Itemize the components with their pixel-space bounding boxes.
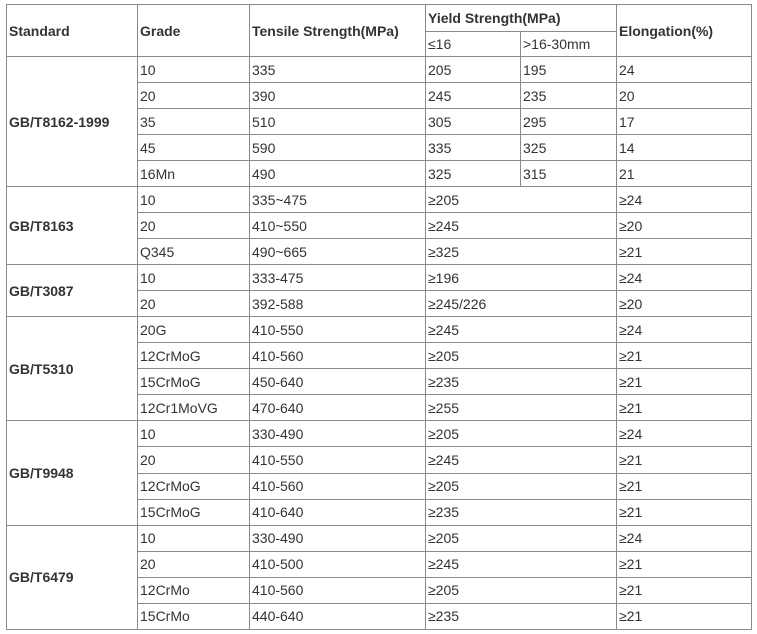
tensile-cell: 510 [250,109,426,135]
tensile-cell: 330-490 [250,421,426,447]
yield-cell: ≥235 [426,369,617,395]
yield-16-30-cell: 195 [521,57,617,83]
tensile-cell: 390 [250,83,426,109]
elongation-cell: ≥21 [617,499,752,525]
header-tensile-strength: Tensile Strength(MPa) [250,5,426,57]
grade-cell: 15CrMo [138,603,250,629]
yield-cell: ≥245 [426,317,617,343]
grade-cell: 10 [138,265,250,291]
tensile-cell: 410-640 [250,499,426,525]
tensile-cell: 410-500 [250,551,426,577]
standard-cell: GB/T5310 [7,317,138,421]
elongation-cell: ≥24 [617,525,752,551]
standard-cell: GB/T3087 [7,265,138,317]
elongation-cell: ≥20 [617,291,752,317]
tensile-cell: 410~550 [250,213,426,239]
grade-cell: 45 [138,135,250,161]
grade-cell: 15CrMoG [138,499,250,525]
table-row [7,317,752,343]
yield-16-30-cell: 295 [521,109,617,135]
grade-cell: 10 [138,525,250,551]
table-row [7,265,752,291]
tensile-cell: 470-640 [250,395,426,421]
grade-cell: 12CrMoG [138,473,250,499]
tensile-cell: 392-588 [250,291,426,317]
standard-cell: GB/T6479 [7,525,138,629]
grade-cell: 12CrMo [138,577,250,603]
elongation-cell: ≥24 [617,187,752,213]
yield-le16-cell: 305 [426,109,521,135]
tensile-cell: 330-490 [250,525,426,551]
elongation-cell: ≥21 [617,577,752,603]
elongation-cell: 20 [617,83,752,109]
yield-cell: ≥205 [426,473,617,499]
grade-cell: 10 [138,187,250,213]
grade-cell: 35 [138,109,250,135]
elongation-cell: ≥24 [617,317,752,343]
elongation-cell: 21 [617,161,752,187]
elongation-cell: ≥21 [617,551,752,577]
grade-cell: 20 [138,213,250,239]
tensile-cell: 490~665 [250,239,426,265]
grade-cell: 20 [138,291,250,317]
grade-cell: 20 [138,447,250,473]
elongation-cell: ≥21 [617,239,752,265]
yield-cell: ≥205 [426,187,617,213]
standard-cell: GB/T8162-1999 [7,57,138,187]
yield-cell: ≥196 [426,265,617,291]
header-grade: Grade [138,5,250,57]
elongation-cell: ≥21 [617,473,752,499]
yield-cell: ≥255 [426,395,617,421]
grade-cell: 16Mn [138,161,250,187]
yield-16-30-cell: 325 [521,135,617,161]
yield-16-30-cell: 235 [521,83,617,109]
yield-le16-cell: 325 [426,161,521,187]
tensile-cell: 410-550 [250,447,426,473]
yield-cell: ≥245 [426,213,617,239]
grade-cell: Q345 [138,239,250,265]
table-row [7,525,752,551]
table-row [7,421,752,447]
elongation-cell: ≥21 [617,447,752,473]
tensile-cell: 410-560 [250,343,426,369]
tensile-cell: 333-475 [250,265,426,291]
elongation-cell: ≥21 [617,395,752,421]
header-standard: Standard [7,5,138,57]
grade-cell: 10 [138,421,250,447]
grade-cell: 20G [138,317,250,343]
tensile-cell: 440-640 [250,603,426,629]
header-row [7,5,752,32]
tensile-cell: 490 [250,161,426,187]
yield-cell: ≥205 [426,343,617,369]
elongation-cell: ≥20 [617,213,752,239]
elongation-cell: 14 [617,135,752,161]
grade-cell: 12CrMoG [138,343,250,369]
standard-cell: GB/T9948 [7,421,138,525]
yield-cell: ≥235 [426,603,617,629]
grade-cell: 20 [138,551,250,577]
tensile-cell: 410-560 [250,473,426,499]
header-yield-le16: ≤16 [426,32,521,57]
standard-cell: GB/T8163 [7,187,138,265]
grade-cell: 12Cr1MoVG [138,395,250,421]
grade-cell: 10 [138,57,250,83]
yield-cell: ≥245 [426,447,617,473]
yield-le16-cell: 205 [426,57,521,83]
yield-le16-cell: 245 [426,83,521,109]
tensile-cell: 590 [250,135,426,161]
yield-le16-cell: 335 [426,135,521,161]
steel-properties-table [6,4,752,630]
yield-cell: ≥205 [426,577,617,603]
grade-cell: 20 [138,83,250,109]
tensile-cell: 335~475 [250,187,426,213]
grade-cell: 15CrMoG [138,369,250,395]
yield-cell: ≥205 [426,421,617,447]
elongation-cell: ≥21 [617,603,752,629]
table-row [7,57,752,83]
header-yield-16-30mm: >16-30mm [521,32,617,57]
yield-cell: ≥245/226 [426,291,617,317]
tensile-cell: 410-550 [250,317,426,343]
yield-16-30-cell: 315 [521,161,617,187]
elongation-cell: 17 [617,109,752,135]
header-elongation: Elongation(%) [617,5,752,57]
yield-cell: ≥205 [426,525,617,551]
elongation-cell: 24 [617,57,752,83]
elongation-cell: ≥24 [617,265,752,291]
elongation-cell: ≥24 [617,421,752,447]
yield-cell: ≥235 [426,499,617,525]
elongation-cell: ≥21 [617,343,752,369]
yield-cell: ≥325 [426,239,617,265]
table-body [7,57,752,630]
yield-cell: ≥245 [426,551,617,577]
header-yield-strength: Yield Strength(MPa) [426,5,617,32]
tensile-cell: 450-640 [250,369,426,395]
tensile-cell: 410-560 [250,577,426,603]
table-row [7,187,752,213]
elongation-cell: ≥21 [617,369,752,395]
tensile-cell: 335 [250,57,426,83]
